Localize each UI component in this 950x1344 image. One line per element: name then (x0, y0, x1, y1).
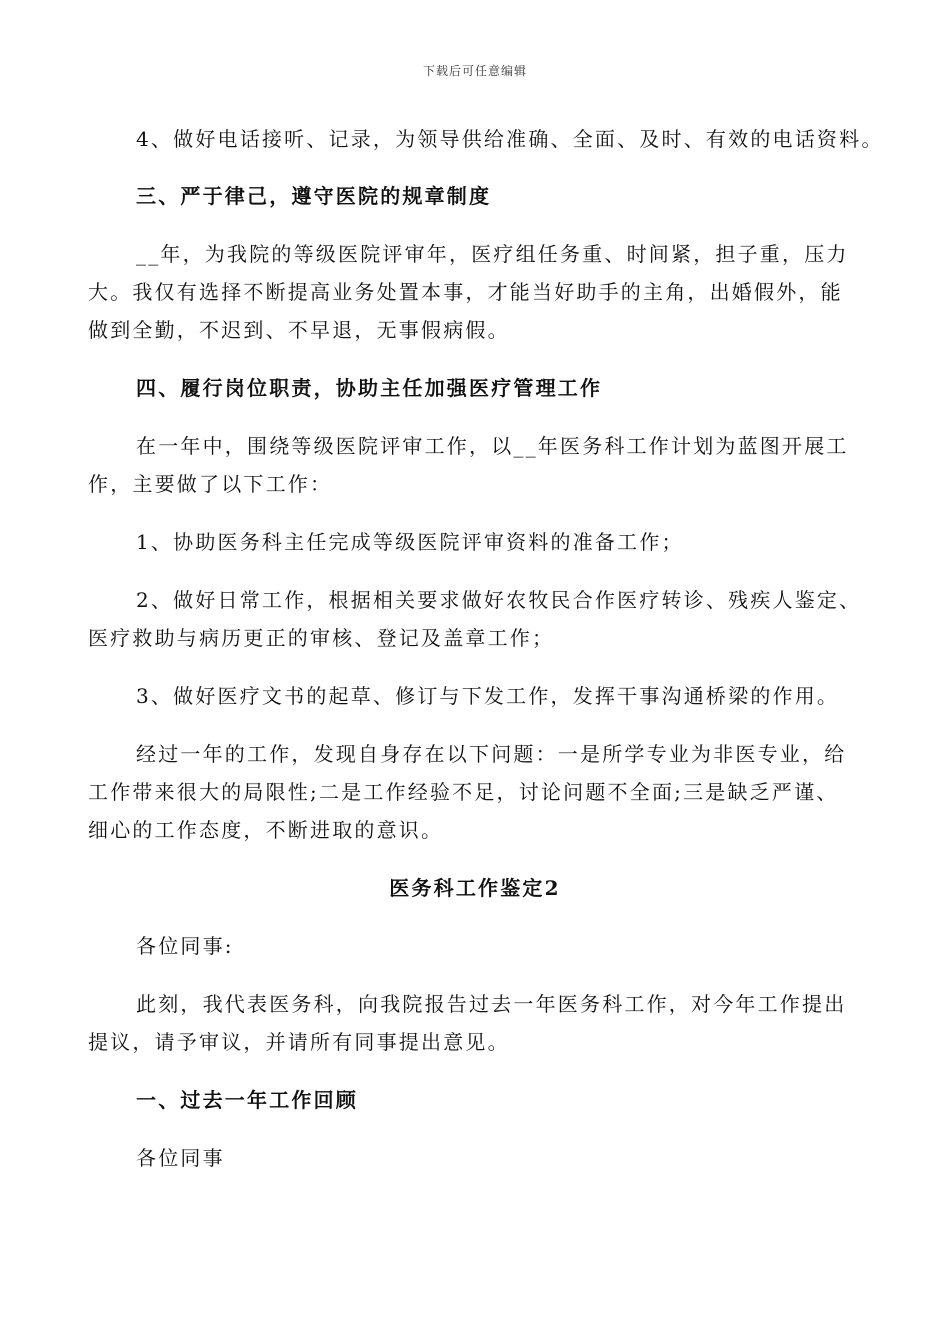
paragraph-line: 作，主要做了以下工作： (88, 472, 333, 496)
paragraph-line: 2、做好日常工作，根据相关要求做好农牧民合作医疗转诊、残疾人鉴定、 (136, 588, 862, 612)
document-title: 医务科工作鉴定2 (389, 876, 561, 900)
paragraph-line: 大。我仅有选择不断提高业务处置本事，才能当好助手的主角，出婚假外，能 (88, 280, 843, 304)
paragraph-line: 3、做好医疗文书的起草、修订与下发工作，发挥干事沟通桥梁的作用。 (136, 684, 840, 708)
page-header: 下载后可任意编辑 (422, 64, 527, 78)
paragraph-line: 经过一年的工作，发现自身存在以下问题：一是所学专业为非医专业，给 (136, 742, 847, 766)
paragraph-line: 4、做好电话接听、记录，为领导供给准确、全面、及时、有效的电话资料。 (136, 127, 884, 151)
paragraph-line: 细心的工作态度，不断进取的意识。 (88, 818, 444, 842)
section-heading: 三、严于律己，遵守医院的规章制度 (136, 184, 492, 208)
paragraph-line: 各位同事: (136, 934, 234, 958)
paragraph-line: 各位同事 (136, 1146, 225, 1170)
section-heading: 四、履行岗位职责，协助主任加强医疗管理工作 (136, 376, 603, 400)
paragraph-line: 在一年中，围绕等级医院评审工作，以__年医务科工作计划为蓝图开展工 (136, 434, 849, 458)
paragraph-line: 1、协助医务科主任完成等级医院评审资料的准备工作； (136, 530, 684, 554)
paragraph-line: 工作带来很大的局限性;二是工作经验不足，讨论问题不全面;三是缺乏严谨、 (88, 780, 839, 804)
paragraph-line: 此刻，我代表医务科，向我院报告过去一年医务科工作，对今年工作提出 (136, 992, 847, 1016)
paragraph-line: 做到全勤，不迟到、不早退，无事假病假。 (88, 318, 510, 342)
paragraph-line: __年，为我院的等级医院评审年，医疗组任务重、时间紧，担子重，压力 (136, 242, 849, 266)
paragraph-line: 提议，请予审议，并请所有同事提出意见。 (88, 1030, 510, 1054)
section-heading: 一、过去一年工作回顾 (136, 1088, 358, 1112)
paragraph-line: 医疗救助与病历更正的审核、登记及盖章工作； (88, 626, 555, 650)
